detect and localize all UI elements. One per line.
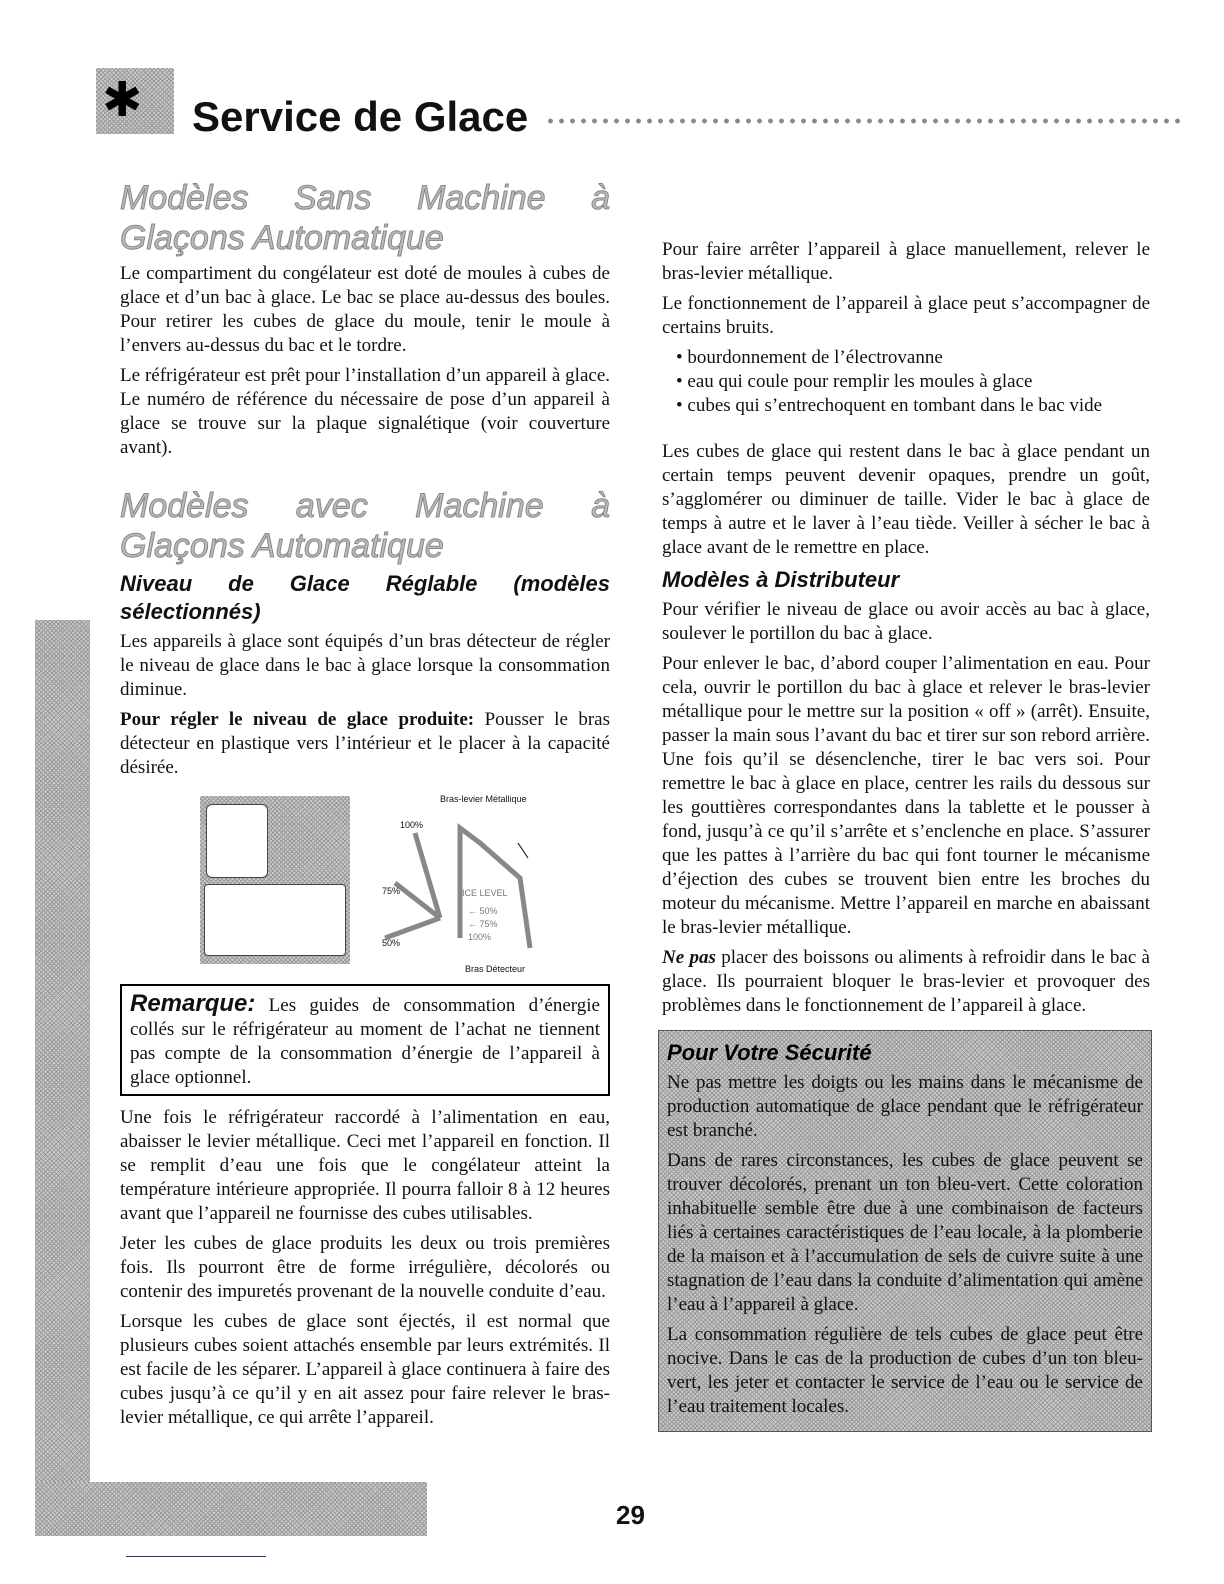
level-100: 100% bbox=[468, 932, 492, 942]
footer-rule bbox=[126, 1556, 266, 1557]
remark-box bbox=[120, 984, 610, 1096]
page-title: Service de Glace bbox=[192, 93, 529, 140]
remark-text: Les guides de consommation d’énergie collés sur le réfrigérateur au moment de l’achat ne tiennent pas compte de la consommation d’énergie de l’appareil à glace optionnel. bbox=[130, 995, 600, 1088]
paragraph bbox=[120, 708, 610, 780]
bold-lead: Pour régler le niveau de glace produite: bbox=[120, 709, 475, 730]
label-100: 100% bbox=[400, 820, 424, 830]
right-column bbox=[662, 238, 1150, 1432]
ice-level-label: ICE LEVEL bbox=[462, 888, 508, 898]
paragraph: Les appareils à glace sont équipés d’un bras détecteur de régler le niveau de glace dans le bac à glace lorsque la consommation diminue. bbox=[120, 631, 610, 700]
page-number: 29 bbox=[616, 1500, 645, 1530]
paragraph: Une fois le réfrigérateur raccordé à l’alimentation en eau, abaisser le levier métallique. Ceci met l’appareil en fonction. Il se remplit d’eau une fois que le congélateur atteint la température intérieure appropriée. Il pourra falloir 8 à 12 heures avant que l’appareil ne fournisse des cubes utilisables. bbox=[120, 1107, 610, 1224]
list-item: • eau qui coule pour remplir les moules à glace bbox=[676, 370, 1150, 394]
safety-paragraph: Dans de rares circonstances, les cubes de glace peuvent se trouver décolorés, prenant un ton bleu-vert. Cette coloration inhabituelle semble être due à une combinaison de facteurs liés à certaines caractéristiques de l’eau locale, à la plomberie de la maison et à l’accumulation de sels de cuivre suite à une stagnation de l’eau dans la conduite d’alimentation qui amène l’eau à l’appareil à glace. bbox=[667, 1150, 1143, 1315]
snowflake-icon: ✱ bbox=[96, 68, 174, 134]
bottom-decoration bbox=[35, 1482, 427, 1536]
heading-distributeur: Modèles à Distributeur bbox=[662, 567, 900, 592]
list-item: • bourdonnement de l’électrovanne bbox=[676, 346, 1150, 370]
left-column bbox=[120, 178, 610, 1436]
safety-paragraph: Ne pas mettre les doigts ou les mains dans le mécanisme de production automatique de glace pendant que le réfrigérateur est branché. bbox=[667, 1072, 1143, 1141]
heading-avec-machine: Modèles avec Machine à Glaçons Automatique bbox=[120, 487, 610, 565]
level-75: ← 75% bbox=[468, 919, 498, 929]
label-75: 75% bbox=[382, 886, 401, 896]
paragraph: Pour faire arrêter l’appareil à glace manuellement, relever le bras-levier métallique. bbox=[662, 239, 1150, 284]
paragraph-text: Pousser le bras détecteur en plastique vers l’intérieur et le placer à la capacité désirée. bbox=[120, 709, 610, 778]
paragraph: Pour vérifier le niveau de glace ou avoir accès au bac à glace, soulever le portillon du bac à glace. bbox=[662, 599, 1150, 644]
paragraph: Le réfrigérateur est prêt pour l’installation d’un appareil à glace. Le numéro de référence du nécessaire de pose d’un appareil à glace se trouve sur la plaque signalétique (voir couverture avant). bbox=[120, 365, 610, 458]
level-50: ← 50% bbox=[468, 906, 498, 916]
paragraph: Le compartiment du congélateur est doté de moules à cubes de glace et d’un bac à glace. Le bac se place au-dessus des boules. Pour retirer les cubes de glace du moule, tenir le moule à l’envers au-dessus du bac et le tordre. bbox=[120, 263, 610, 356]
paragraph: Le fonctionnement de l’appareil à glace peut s’accompagner de certains bruits. bbox=[662, 293, 1150, 338]
heading-sans-machine: Modèles Sans Machine à Glaçons Automatique bbox=[120, 179, 610, 257]
paragraph bbox=[662, 946, 1150, 1018]
side-decoration bbox=[35, 620, 90, 1535]
title-leader-dots bbox=[545, 116, 1185, 126]
heading-niveau-glace: Niveau de Glace Réglable (modèles sélectionnés) bbox=[120, 571, 610, 624]
safety-paragraph: La consommation régulière de tels cubes de glace peut être nocive. Dans le cas de la production de cubes d’un ton bleu-vert, les jeter et contacter le service de l’eau ou le service de l’eau traitement locales. bbox=[667, 1324, 1143, 1417]
label-lever: Bras-levier Métallique bbox=[440, 794, 527, 804]
lever-diagram bbox=[370, 788, 540, 978]
label-arm: Bras Détecteur bbox=[465, 964, 526, 974]
safety-box bbox=[658, 1030, 1152, 1432]
paragraph: Jeter les cubes de glace produits les deux ou trois premières fois. Ils pourront être de forme irrégulière, décolorés ou contenir des impuretés provenant de la nouvelle conduite d’eau. bbox=[120, 1233, 610, 1302]
emphasis: Ne pas bbox=[662, 947, 716, 968]
paragraph: Pour enlever le bac, d’abord couper l’alimentation en eau. Pour cela, ouvrir le portillon du bac à glace et relever le bras-levier métallique pour le mettre sur la position « off » (arrêt). Ensuite, passer la main sous l’avant du bac et tirer sur son rebord arrière. Une fois qu’il se désenclenche, tirer le bac vers soi. Pour remettre le bac à glace en place, centrer les rails du dessous sur les gouttières correspondantes dans la tablette et le pousser à fond, jusqu’à ce qu’il s’arrête et s’enclenche en place. S’assurer que les pattes à l’arrière du bac qui font tourner le mécanisme d’éjection des cubes se trouvent bien entre les broches du moteur du mécanisme. Mettre l’appareil en marche en abaissant le bras-levier métallique. bbox=[662, 653, 1150, 938]
ice-bin-illustration bbox=[200, 796, 350, 964]
paragraph: Lorsque les cubes de glace sont éjectés, il est normal que plusieurs cubes soient attachés ensemble par leurs extrémités. Il est facile de les séparer. L’appareil à glace continuera à faire des cubes jusqu’à ce qu’il y en ait assez pour faire relever le bras-levier métallique, ce qui arrête l’appareil. bbox=[120, 1311, 610, 1428]
paragraph-text: placer des boissons ou aliments à refroidir dans le bac à glace. Ils pourraient bloquer le bras-levier et provoquer des problèmes dans le fonctionnement de l’appareil à glace. bbox=[662, 947, 1150, 1016]
list-item: • cubes qui s’entrechoquent en tombant dans le bac vide bbox=[676, 394, 1150, 418]
noise-list bbox=[662, 346, 1150, 418]
paragraph: Les cubes de glace qui restent dans le bac à glace pendant un certain temps peuvent devenir opaques, prendre un goût, s’agglomérer ou diminuer de taille. Vider le bac à glace de temps à autre et le laver à l’eau tiède. Veiller à sécher le bac à glace avant de le remettre en place. bbox=[662, 441, 1150, 558]
safety-title: Pour Votre Sécurité bbox=[667, 1040, 872, 1065]
ice-level-figure bbox=[120, 788, 610, 978]
label-50: 50% bbox=[382, 938, 401, 948]
remark-label: Remarque: bbox=[130, 990, 256, 1017]
